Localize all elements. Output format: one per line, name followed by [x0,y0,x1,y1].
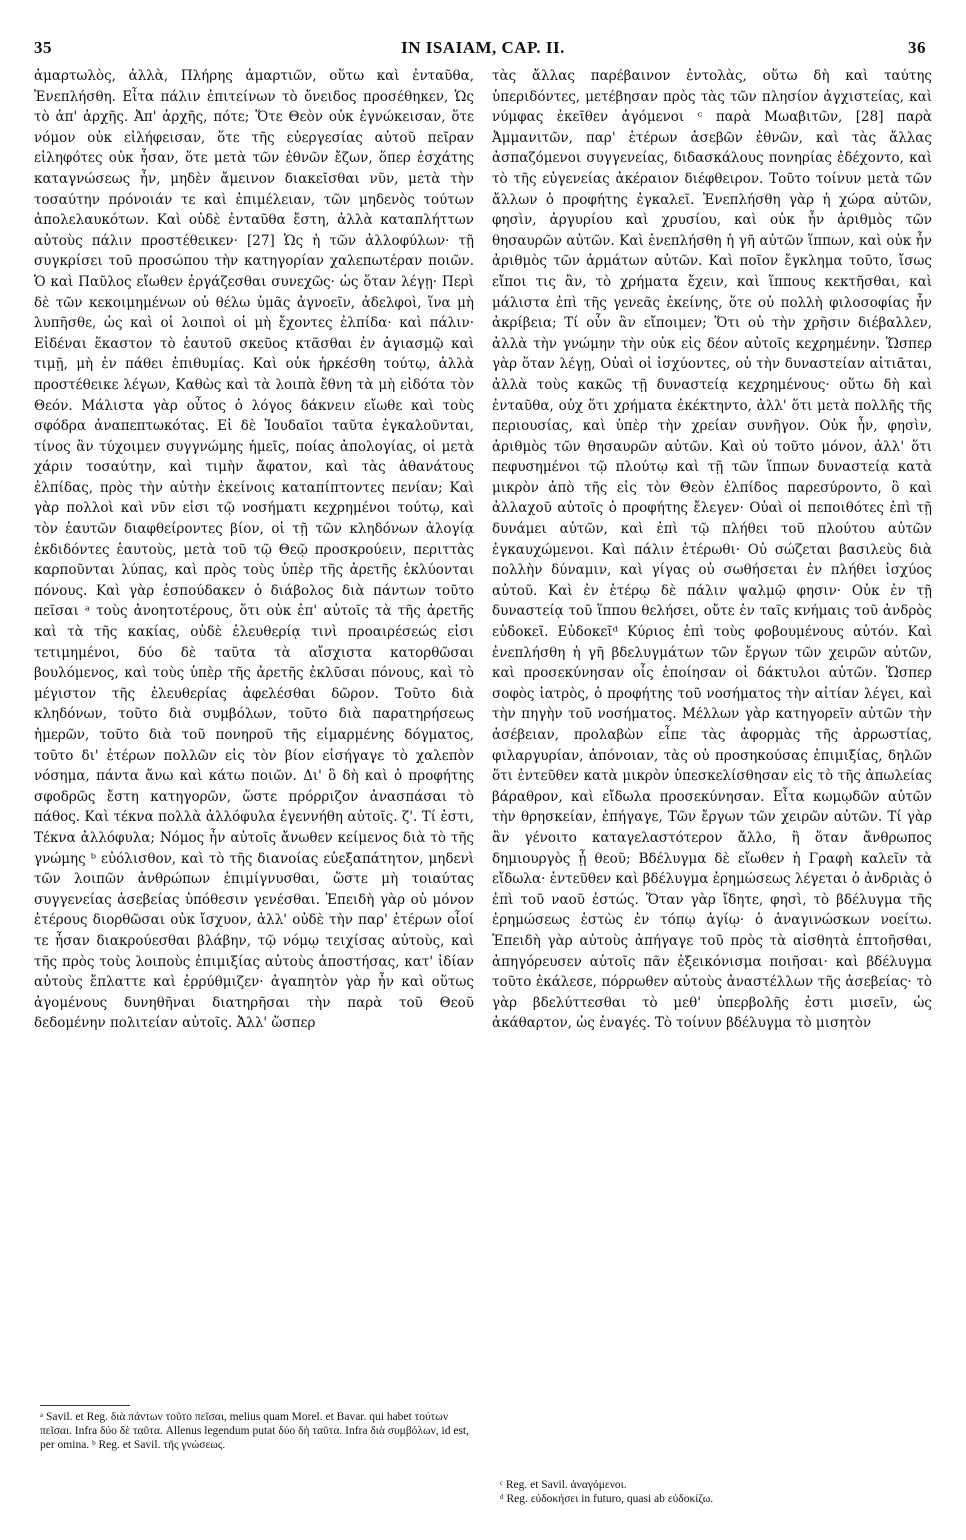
left-column [34,66,474,1034]
footnotes-right [500,1478,930,1506]
right-column [492,66,932,1034]
footnote-rule [40,1405,130,1406]
footnote-a-b: ᵃ Savil. et Reg. διὰ πάντων τοῦτο πεῖσαι, melius quam Morel. et Bavar. qui habet τούτων πεῖσαι. Infra δύο δὲ ταῦτα. Allenus legendum putat δύο δὴ ταῦτα. Infra διὰ συμβόλων, id est, per omina. ᵇ Reg. et Savil. τῆς γνώσεως. [40,1411,469,1451]
page-number-left: 35 [34,38,52,57]
running-title: IN ISAIAM, CAP. II. [401,38,565,57]
page-number-right: 36 [908,38,926,57]
footnote-c: ᶜ Reg. et Savil. ἀναγόμενοι. [500,1479,627,1491]
footnote-d: ᵈ Reg. εὐδοκήσει in futuro, quasi ab εὐδοκίζω. [500,1493,714,1505]
left-column-text: ἁμαρτωλὸς, ἀλλὰ, Πλήρης ἁμαρτιῶν, οὕτω καὶ ἐνταῦθα, Ἐνεπλήσθη. Εἶτα πάλιν ἐπιτείνων τὸ ὄνειδος προσέθηκεν, Ὡς τὸ ἀπ' ἀρχῆς. Ἀπ' ἀρχῆς, πότε; Ὅτε Θεὸν οὐκ ἐγνώκεισαν, ὅτε νόμον οὐκ εἰλήφεισαν, ὅτε τῆς εὐεργεσίας αὐτοῦ πεῖραν εἰληφότες οὐκ ἦσαν, ὅτε μετὰ τῶν ἐθνῶν ἔζων, ὅπερ ἐσχάτης καταγνώσεως ἦν, μηδὲν ἄμεινον διακεῖσθαι νῦν, μετὰ τὴν τοσαύτην πρόνοιάν τε καὶ ἐπιμέλειαν, τῶν μηδενὸς τούτων ἀπολελαυκότων. Καὶ οὐδὲ ἐνταῦθα ἔστη, ἀλλὰ καταπλήττων αὐτοὺς πάλιν προστέθεικεν· [27] Ὡς ἡ τῶν ἀλλοφύλων· τῇ συγκρίσει τοῦ προσώπου τὴν κατηγορίαν χαλεπωτέραν ποιῶν. Ὁ καὶ Παῦλος εἴωθεν ἐργάζεσθαι συνεχῶς· ὡς ὅταν λέγῃ· Περὶ δὲ τῶν κεκοιμημένων οὐ θέλω ὑμᾶς ἀγνοεῖν, ἀδελφοὶ, ἵνα μὴ λυπῆσθε, ὡς καὶ οἱ λοιποὶ οἱ μὴ ἔχοντες ἐλπίδα· καὶ πάλιν· Εἰδέναι ἕκαστον τὸ ἑαυτοῦ σκεῦος κτᾶσθαι ἐν ἁγιασμῷ καὶ τιμῇ, μὴ ἐν πάθει ἐπιθυμίας. Καὶ οὐκ ἠρκέσθη τούτῳ, ἀλλὰ προστέθεικε λέγων, Καθὼς καὶ τὰ λοιπὰ ἔθνη τὰ μὴ εἰδότα τὸν Θεόν. Μάλιστα γὰρ οὗτος ὁ λόγος δάκνειν εἴωθε καὶ τοὺς σφόδρα ἀναπεπτωκότας. Εἰ δὲ Ἰουδαῖοι ταῦτα ἐγκαλοῦνται, τίνος ἂν τύχοιμεν συγγνώμης ἡμεῖς, ποίας ἀπολογίας, οἱ μετὰ χάριν τοσαύτην, καὶ τιμὴν ἄφατον, καὶ τὰς ἀθανάτους ἐλπίδας, πρὸς τὴν αὐτὴν ἐκείνοις καταπίπτοντες πενίαν; Καὶ γὰρ πολλοὶ καὶ νῦν εἰσι τῷ νοσήματι κεχρημένοι τούτῳ, καὶ τὸν ἑαυτῶν διαφθείροντες βίον, οἱ τῇ τῶν κληδόνων ἀλογίᾳ ἐκδιδόντες ἑαυτοὺς, μετὰ τοῦ τῷ Θεῷ προσκρούειν, περιττὰς καρποῦνται λύπας, καὶ πρὸς τοὺς ὑπὲρ τῆς ἀρετῆς ἐκλύονται πόνους. Καὶ γὰρ ἐσπούδακεν ὁ διάβολος διὰ πάντων τοῦτο πεῖσαι ᵃ τοὺς ἀνοητοτέρους, ὅτι οὐκ ἐπ' αὐτοῖς τὰ τῆς ἀρετῆς καὶ τὰ τῆς κακίας, οὐδὲ ἐλευθερίᾳ τινὶ προαιρέσεώς εἰσι τετιμημένοι, δύο δὲ ταῦτα τὰ αἴσχιστα κατορθῶσαι βουλόμενος, καὶ τοὺς ὑπὲρ τῆς ἀρετῆς ἐκλῦσαι πόνους, καὶ τὸ μέγιστον τῆς ἐλευθερίας ἀφελέσθαι δῶρον. Τοῦτο διὰ κληδόνων, τοῦτο διὰ συμβόλων, τοῦτο διὰ παρατηρήσεως ἡμερῶν, τοῦτο διὰ τοῦ πονηροῦ τῆς εἱμαρμένης δόγματος, τοῦτο δι' ἑτέρων πολλῶν εἰς τὸν βίον εἰσήγαγε τὸ χαλεπὸν νόσημα, πάντα ἄνω καὶ κάτω ποιῶν. Δι' ὃ δὴ καὶ ὁ προφήτης σφοδρῶς ἔστη κατηγορῶν, ὥστε πρόρριζον ἀνασπάσαι τὸ πάθος. Καὶ τέκνα πολλὰ ἀλλόφυλα ἐγεννήθη αὐτοῖς. ζ'. Τί ἐστι, Τέκνα ἀλλόφυλα; Νόμος ἦν αὐτοῖς ἄνωθεν κείμενος διὰ τὸ τῆς γνώμης ᵇ εὐόλισθον, καὶ τὸ τῆς διανοίας εὐεξαπάτητον, μηδενὶ τῶν λοιπῶν ἀνθρώπων ἐπιμίγνυσθαι, ὥστε μὴ τοιαύτας συγγενείας ἀσεβείας ὑπόθεσιν γενέσθαι. Ἐπειδὴ γὰρ οὐ μόνον ἑτέρους διορθῶσαι οὐκ ἴσχυον, ἀλλ' οὐδὲ τὴν παρ' ἑτέρων οἷοί τε ἦσαν διακρούεσθαι βλάβην, τῷ νόμῳ τειχίσας αὐτοὺς, καὶ τῆς πρὸς τοὺς λοιποὺς ἐπιμιξίας αὐτοὺς ἀποστήσας, κατ' ἰδίαν αὐτοὺς ἔπλαττε καὶ ἐρρύθμιζεν· ἀγαπητὸν γὰρ ἦν καὶ οὕτως ἀγομένους δυνηθῆναι διατηρῆσαι τὴν παρὰ τοῦ Θεοῦ δεδομένην πολιτείαν αὐτοῖς. Ἀλλ' ὥσπερ [34,68,474,1032]
footnotes-left [40,1410,470,1452]
right-column-text: τὰς ἄλλας παρέβαινον ἐντολὰς, οὕτω δὴ καὶ ταύτης ὑπεριδόντες, μετέβησαν πρὸς τὰς τῶν πλησίον ἀγχιστείας, καὶ νύμφας ἐκεῖθεν ἀγόμενοι ᶜ παρὰ Μωαβιτῶν, [28] παρὰ Ἀμμανιτῶν, παρ' ἑτέρων ἀσεβῶν ἐθνῶν, καὶ τὰς ἄλλας ἀσπαζόμενοι συγγενείας, διδασκάλους πονηρίας ἐδέχοντο, καὶ τὸ τῆς εὐγενείας ἀκέραιον διέφθειρον. Τοῦτο τοίνυν μετὰ τῶν ἄλλων ὁ προφήτης ἐγκαλεῖ. Ἐνεπλήσθη γὰρ ἡ χώρα αὐτῶν, φησὶν, ἀργυρίου καὶ χρυσίου, καὶ οὐκ ἦν ἀριθμὸς τῶν θησαυρῶν αὐτῶν. Καὶ ἐνεπλήσθη ἡ γῆ αὐτῶν ἵππων, καὶ οὐκ ἦν ἀριθμὸς τῶν ἁρμάτων αὐτῶν. Καὶ ποῖον ἔγκλημα τοῦτο, ἴσως εἴποι τις ἂν, τὸ χρήματα ἔχειν, καὶ ἵππους κεκτῆσθαι, καὶ μάλιστα ἐπὶ τῆς γενεᾶς ἐκείνης, ὅτε οὐ πολλὴ φιλοσοφίας ἦν ἀκρίβεια; Τί οὖν ἂν εἴποιμεν; Ὅτι οὐ τὴν χρῆσιν διέβαλλεν, ἀλλὰ τὴν γνώμην τὴν οὐκ εἰς δέον αὐτοῖς κεχρημένην. Ὥσπερ γὰρ ὅταν λέγῃ, Οὐαὶ οἱ ἰσχύοντες, οὐ τὴν δυναστείαν αἰτιᾶται, ἀλλὰ τοὺς κακῶς τῇ δυναστείᾳ κεχρημένους· οὕτω δὴ καὶ ἐνταῦθα, οὐχ ὅτι χρήματα ἐκέκτηντο, ἀλλ' ὅτι μετὰ πολλῆς τῆς περιουσίας, καὶ ὑπὲρ τὴν χρείαν συνῆγον. Οὐκ ἦν, φησὶν, ἀριθμὸς τῶν θησαυρῶν αὐτῶν. Καὶ οὐ τοῦτο μόνον, ἀλλ' ὅτι πεφυσημένοι τῷ πλούτῳ καὶ τῇ τῶν ἵππων δυναστείᾳ κατὰ μικρὸν ἀπὸ τῆς εἰς τὸν Θεὸν ἐλπίδος παρεσύροντο, ὃ καὶ ἀλλαχοῦ αὐτοῖς ὁ προφήτης ἔλεγεν· Οὐαὶ οἱ πεποιθότες ἐπὶ τῇ δυνάμει αὐτῶν, καὶ ἐπὶ τῷ πλήθει τοῦ πλούτου αὐτῶν ἐγκαυχώμενοι. Καὶ πάλιν ἑτέρωθι· Οὐ σώζεται βασιλεὺς διὰ πολλὴν δύναμιν, καὶ γίγας οὐ σωθήσεται ἐν πλήθει ἰσχύος αὐτοῦ. Καὶ ἐν ἑτέρῳ δὲ πάλιν ψαλμῷ φησιν· Οὐκ ἐν τῇ δυναστείᾳ τοῦ ἵππου θελήσει, οὔτε ἐν ταῖς κνήμαις τοῦ ἀνδρὸς εὐδοκεῖ. Εὐδοκεῖᵈ Κύριος ἐπὶ τοὺς φοβουμένους αὐτόν. Καὶ ἐνεπλήσθη ἡ γῆ βδελυγμάτων τῶν ἔργων τῶν χειρῶν αὐτῶν, καὶ προσεκύνησαν οἷς ἐποίησαν οἱ δάκτυλοι αὐτῶν. Ὥσπερ σοφὸς ἰατρὸς, ὁ προφήτης τοῦ νοσήματος τὴν αἰτίαν λέγει, καὶ τὴν πηγὴν τοῦ νοσήματος. Μέλλων γὰρ κατηγορεῖν αὐτῶν τὴν ἀσέβειαν, προλαβὼν εἶπε τὰς ἀφορμὰς τῆς ἀρρωστίας, φιλαργυρίαν, ἀπόνοιαν, τὰς οὐ προσηκούσας ἐπιμιξίας, δηλῶν ὅτι ἐντεῦθεν κατὰ μικρὸν ὑπεσκελίσθησαν εἰς τὸ τῆς ἀπωλείας βάραθρον, καὶ εἴδωλα προσεκύνησαν. Εἶτα κωμῳδῶν αὐτῶν τὴν θρησκείαν, ἐπήγαγε, Τῶν ἔργων τῶν χειρῶν αὐτῶν. Τί γὰρ ἂν γένοιτο καταγελαστότερον ἄλλο, ἢ ὅταν ἄνθρωπος δημιουργὸς ᾖ θεοῦ; Βδέλυγμα δὲ εἴωθεν ἡ Γραφὴ καλεῖν τὰ εἴδωλα· ἐντεῦθεν καὶ βδέλυγμα ἐρημώσεως λέγεται ὁ ἀνδριὰς ὁ ἐπὶ τοῦ ναοῦ ἐστώς. Ὅταν γὰρ ἴδητε, φησὶ, τὸ βδέλυγμα τῆς ἐρημώσεως ἑστὼς ἐν τόπῳ ἁγίῳ· ὁ ἀναγινώσκων νοείτω. Ἐπειδὴ γὰρ αὐτοὺς ἀπήγαγε τοῦ πρὸς τὰ αἰσθητὰ ἐπτοῆσθαι, ἀπηγόρευσεν αὐτοῖς πᾶν ἐξεικόνισμα ποιῆσαι· καὶ βδέλυγμα τοῦτο ἐκάλεσε, πόρρωθεν αὐτοὺς ἀναστέλλων τῆς ἀσεβείας· τὸ γὰρ βδελύττεσθαι τὸ μεθ' ὑπερβολῆς ἐστι μισεῖν, ὡς ἀκάθαρτον, ὡς ἐναγές. Τὸ τοίνυν βδέλυγμα τὸ μισητὸν [492,68,932,1032]
